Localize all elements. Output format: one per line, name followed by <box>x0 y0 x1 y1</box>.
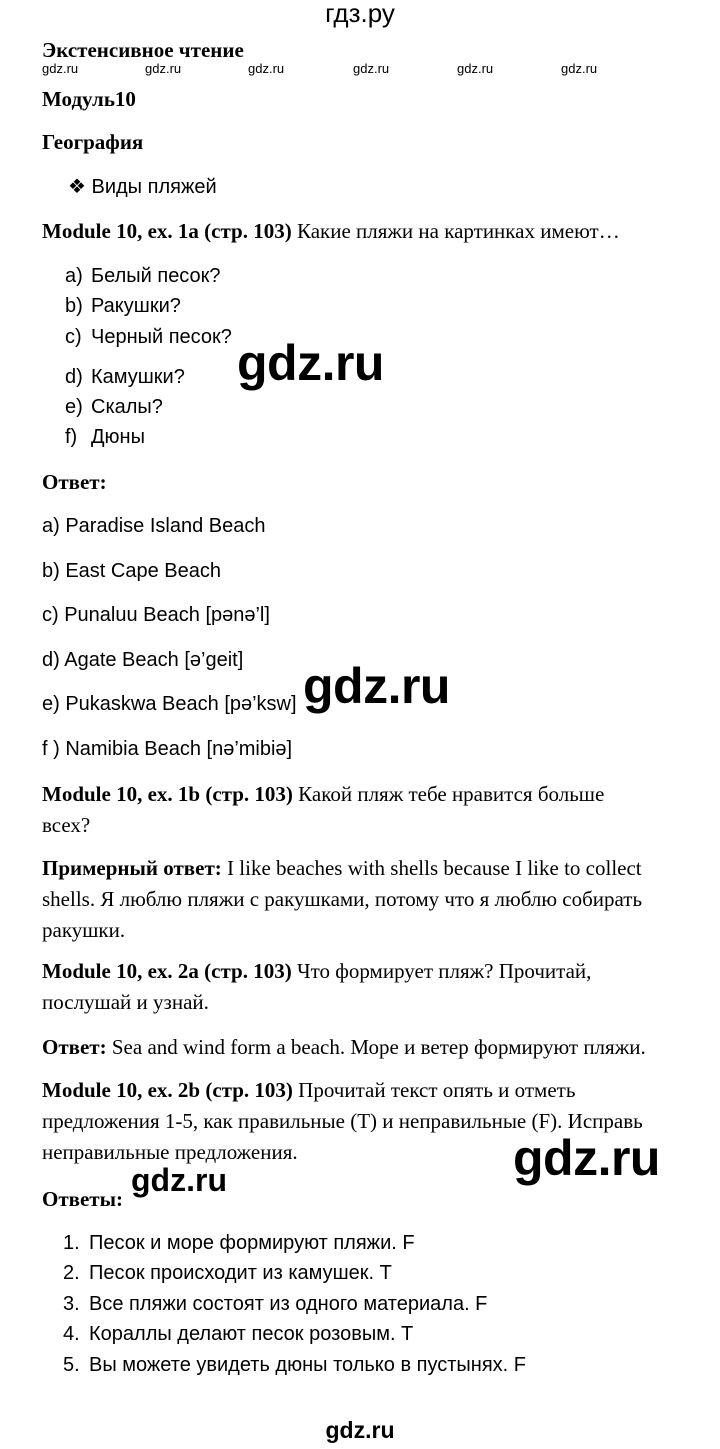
watermark-medium: gdz.ru <box>131 1162 227 1198</box>
exercise-question: послушай и узнай. <box>42 990 209 1014</box>
answer-line: c) Punaluu Beach [pənə’l] <box>42 604 270 626</box>
list-text: Черный песок? <box>91 326 232 348</box>
answer-line: f ) Namibia Beach [nə’mibiə] <box>42 738 293 760</box>
numbered-item <box>63 1350 526 1380</box>
exercise-2a-answer <box>42 1032 646 1063</box>
document-heading: Экстенсивное чтение <box>42 38 244 62</box>
diamond-bullet-icon: ❖ <box>68 176 86 198</box>
exercise-question: неправильные предложения. <box>42 1140 298 1164</box>
list-item <box>65 322 232 352</box>
answer-text: ракушки. <box>42 918 126 942</box>
list-item <box>65 362 185 392</box>
exercise-ref: Module 10, ex. 2a (стр. 103) <box>42 959 292 983</box>
small-watermark: gdz.ru <box>42 61 79 76</box>
exercise-question: всех? <box>42 813 91 837</box>
list-marker: e) <box>65 396 83 418</box>
answer-label: Ответ: <box>42 470 107 494</box>
list-text: Кораллы делают песок розовым. T <box>89 1323 414 1345</box>
answer-line: b) East Cape Beach <box>42 560 221 582</box>
exercise-ref: Module 10, ex. 1b (стр. 103) <box>42 782 293 806</box>
exercise-1b-prompt <box>42 779 604 810</box>
module-title: Модуль10 <box>42 87 136 111</box>
list-marker: a) <box>65 265 83 287</box>
exercise-question: предложения 1-5, как правильные (T) и неправильные (F). Исправь <box>42 1109 643 1133</box>
list-text: Скалы? <box>91 396 163 418</box>
numbered-item <box>63 1228 415 1258</box>
watermark-large: gdz.ru <box>303 658 450 714</box>
topic-text: Виды пляжей <box>91 176 217 198</box>
list-item <box>65 422 145 452</box>
list-text: Белый песок? <box>91 265 221 287</box>
list-marker: 4. <box>63 1323 80 1345</box>
answer-line: a) Paradise Island Beach <box>42 515 266 537</box>
watermark-large: gdz.ru <box>513 1130 660 1186</box>
answer-line: d) Agate Beach [ə’geit] <box>42 649 244 671</box>
sample-answer <box>42 853 642 884</box>
watermark-large: gdz.ru <box>237 335 384 391</box>
numbered-item <box>63 1258 392 1288</box>
list-text: Песок происходит из камушек. T <box>89 1262 392 1284</box>
exercise-1a-prompt <box>42 216 620 247</box>
list-text: Вы можете увидеть дюны только в пустынях. F <box>89 1354 526 1376</box>
list-marker: 3. <box>63 1293 80 1315</box>
small-watermark: gdz.ru <box>248 61 285 76</box>
exercise-ref: Module 10, ex. 1a (стр. 103) <box>42 219 292 243</box>
exercise-question: Прочитай текст опять и отметь <box>292 1078 576 1102</box>
small-watermark: gdz.ru <box>561 61 598 76</box>
numbered-item <box>63 1319 413 1349</box>
exercise-2b-prompt <box>42 1075 575 1106</box>
list-text: Песок и море формируют пляжи. F <box>89 1232 415 1254</box>
site-header-title[interactable]: гдз.ру <box>325 0 395 28</box>
exercise-question: Что формирует пляж? Прочитай, <box>291 959 592 983</box>
small-watermark: gdz.ru <box>457 61 494 76</box>
numbered-item <box>63 1289 487 1319</box>
list-item <box>65 291 181 321</box>
list-marker: 1. <box>63 1232 80 1254</box>
topic-line <box>68 172 217 202</box>
small-watermark: gdz.ru <box>353 61 390 76</box>
answer-label: Ответ: <box>42 1035 107 1059</box>
list-text: Камушки? <box>91 366 185 388</box>
answer-label: Ответы: <box>42 1187 124 1211</box>
exercise-2a-prompt <box>42 956 591 987</box>
exercise-question: Какие пляжи на картинках имеют… <box>291 219 620 243</box>
footer-watermark[interactable]: gdz.ru <box>325 1417 395 1443</box>
list-marker: c) <box>65 326 82 348</box>
small-watermark: gdz.ru <box>145 61 182 76</box>
exercise-question: Какой пляж тебе нравится больше <box>292 782 605 806</box>
answer-line: e) Pukaskwa Beach [pə’ksw] <box>42 693 297 715</box>
list-text: Ракушки? <box>91 295 181 317</box>
list-marker: d) <box>65 366 83 388</box>
list-item <box>65 261 221 291</box>
exercise-ref: Module 10, ex. 2b (стр. 103) <box>42 1078 293 1102</box>
list-text: Дюны <box>91 426 145 448</box>
list-marker: b) <box>65 295 83 317</box>
answer-text: Sea and wind form a beach. Море и ветер формируют пляжи. <box>106 1035 646 1059</box>
subject-title: География <box>42 130 144 154</box>
list-marker: f) <box>65 426 78 448</box>
list-text: Все пляжи состоят из одного материала. F <box>89 1293 488 1315</box>
answer-text: shells. Я люблю пляжи с ракушками, потому что я люблю собирать <box>42 887 643 911</box>
list-marker: 2. <box>63 1262 80 1284</box>
list-item <box>65 392 163 422</box>
answer-text: I like beaches with shells because I like to collect <box>221 856 642 880</box>
answer-label: Примерный ответ: <box>42 856 222 880</box>
list-marker: 5. <box>63 1354 80 1376</box>
